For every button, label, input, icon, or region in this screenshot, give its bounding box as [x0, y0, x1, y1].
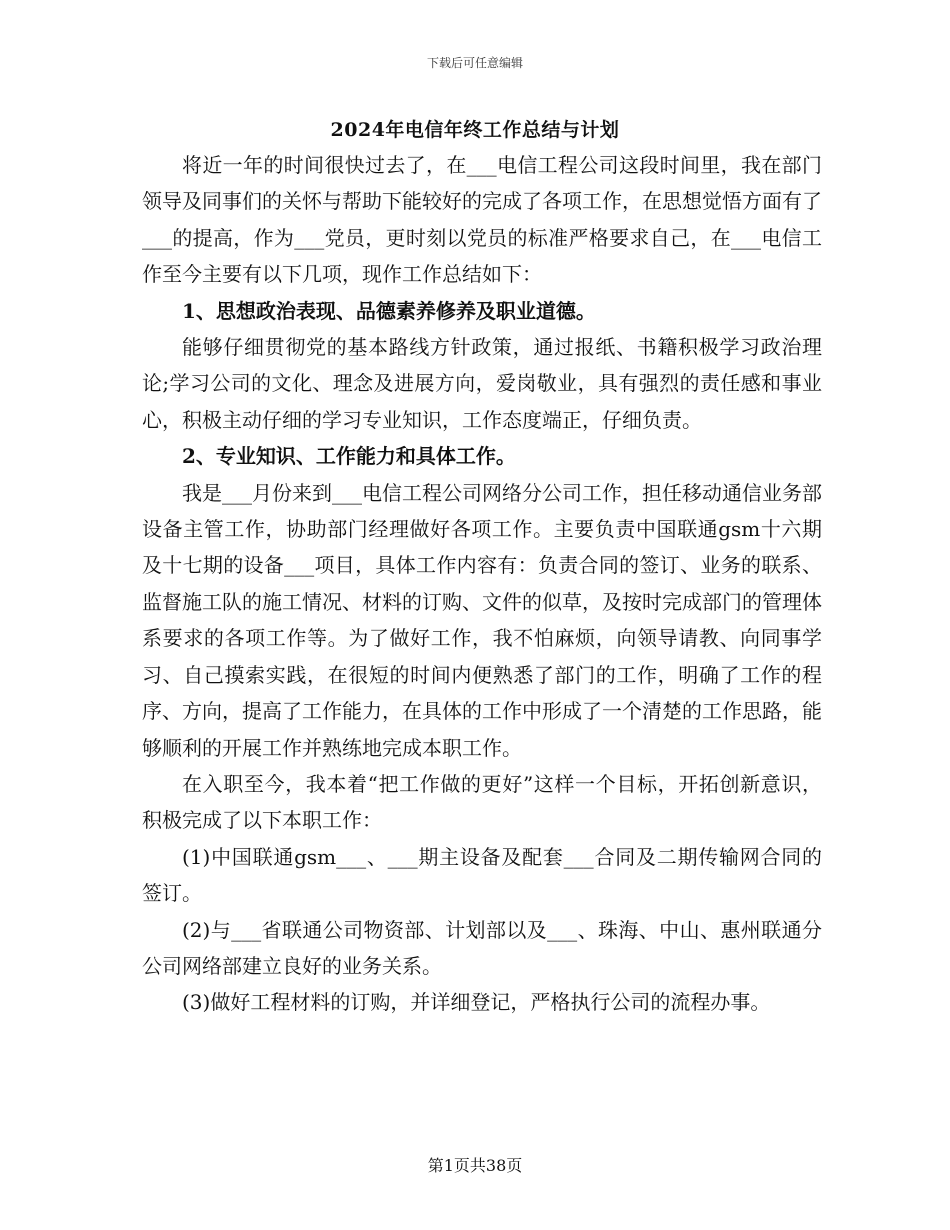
document-title: 2024年电信年终工作总结与计划 [330, 119, 620, 141]
page-header-note: 下载后可任意编辑 [426, 56, 523, 70]
document-body [142, 147, 822, 1021]
duties-intro-paragraph: 在入职至今，我本着“把工作做的更好”这样一个目标，开拓创新意识，积极完成了以下本职工作： [142, 771, 822, 833]
intro-paragraph: 将近一年的时间很快过去了，在___电信工程公司这段时间里，我在部门领导及同事们的关怀与帮助下能较好的完成了各项工作，在思想觉悟方面有了___的提高，作为___党员，更时刻以党员的标准严格要求自己，在___电信工作至今主要有以下几项，现作工作总结如下： [142, 153, 822, 287]
page-number: 第1页共38页 [427, 1156, 523, 1175]
section-heading-2: 2、专业知识、工作能力和具体工作。 [182, 444, 516, 469]
section-1-paragraph: 能够仔细贯彻党的基本路线方针政策，通过报纸、书籍积极学习政治理论;学习公司的文化、理念及进展方向，爱岗敬业，具有强烈的责任感和事业心，积极主动仔细的学习专业知识，工作态度端正，仔细负责。 [142, 335, 822, 432]
duty-item-3: (3)做好工程材料的订购，并详细登记，严格执行公司的流程办事。 [182, 990, 771, 1015]
section-heading-1: 1、思想政治表现、品德素养修养及职业道德。 [182, 298, 596, 323]
section-2-paragraph: 我是___月份来到___电信工程公司网络分公司工作，担任移动通信业务部设备主管工作，协助部门经理做好各项工作。主要负责中国联通gsm十六期及十七期的设备___项目，具体工作内容有：负责合同的签订、业务的联系、监督施工队的施工情况、材料的订购、文件的似草，及按时完成部门的管理体系要求的各项工作等。为了做好工作，我不怕麻烦，向领导请教、向同事学习、自己摸索实践，在很短的时间内便熟悉了部门的工作，明确了工作的程序、方向，提高了工作能力，在具体的工作中形成了一个清楚的工作思路，能够顺利的开展工作并熟练地完成本职工作。 [142, 480, 822, 760]
duty-item-2: (2)与___省联通公司物资部、计划部以及___、珠海、中山、惠州联通分公司网络部建立良好的业务关系。 [142, 917, 822, 978]
duty-item-1: (1)中国联通gsm___、___期主设备及配套___合同及二期传输网合同的签订。 [142, 844, 822, 906]
